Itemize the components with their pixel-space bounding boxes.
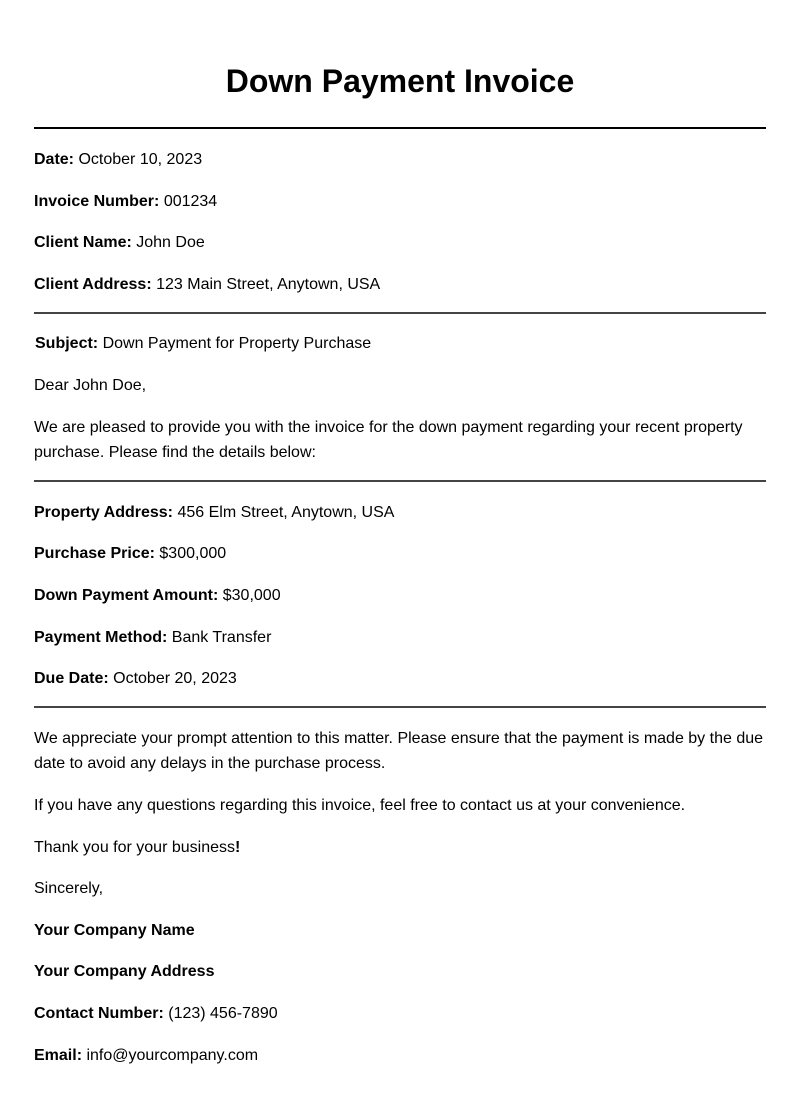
property-address-label: Property Address: — [34, 504, 173, 521]
payment-method-row — [34, 625, 766, 650]
email-label: Email: — [34, 1047, 83, 1064]
payment-method-label: Payment Method: — [34, 629, 168, 646]
purchase-price-value: $300,000 — [159, 545, 227, 562]
down-payment-label: Down Payment Amount: — [34, 587, 219, 604]
down-payment-row — [34, 583, 766, 608]
purchase-price-row — [34, 541, 766, 566]
client-address-row — [34, 272, 766, 297]
details-divider — [34, 706, 766, 708]
title-divider — [34, 127, 766, 129]
intro-paragraph: We are pleased to provide you with the invoice for the down payment regarding your recent property purchase. Please find the details below: — [34, 419, 743, 461]
invoice-number-row — [34, 189, 766, 214]
contact-number-row — [34, 1001, 766, 1026]
contact-number-value: (123) 456-7890 — [168, 1005, 278, 1022]
company-name: Your Company Name — [34, 922, 195, 939]
invoice-number-value: 001234 — [163, 193, 218, 210]
date-value: October 10, 2023 — [78, 151, 203, 168]
thanks-mark: ! — [235, 839, 241, 856]
property-address-value: 456 Elm Street, Anytown, USA — [177, 504, 395, 521]
client-name-label: Client Name: — [34, 234, 132, 251]
salutation: Dear John Doe, — [34, 377, 147, 394]
date-row — [34, 147, 766, 172]
contact-number-label: Contact Number: — [34, 1005, 164, 1022]
subject-row — [35, 331, 767, 356]
email-value: info@yourcompany.com — [86, 1047, 259, 1064]
page-title: Down Payment Invoice — [225, 63, 575, 99]
property-address-row — [34, 500, 766, 525]
date-label: Date: — [34, 151, 75, 168]
purchase-price-label: Purchase Price: — [34, 545, 155, 562]
subject-label: Subject: — [35, 335, 99, 352]
invoice-number-label: Invoice Number: — [34, 193, 160, 210]
client-name-row — [34, 230, 766, 255]
email-row — [34, 1043, 766, 1068]
intro-divider — [34, 480, 766, 482]
payment-method-value: Bank Transfer — [171, 629, 272, 646]
signoff: Sincerely, — [34, 880, 104, 897]
questions-paragraph: If you have any questions regarding this invoice, feel free to contact us at your convenience. — [34, 797, 686, 814]
company-address: Your Company Address — [34, 963, 215, 980]
client-address-value: 123 Main Street, Anytown, USA — [156, 276, 381, 293]
due-date-label: Due Date: — [34, 670, 109, 687]
due-date-value: October 20, 2023 — [113, 670, 237, 687]
thanks-line — [34, 835, 766, 860]
thanks-text: Thank you for your business — [34, 839, 235, 856]
client-address-label: Client Address: — [34, 276, 152, 293]
header-divider — [34, 312, 766, 314]
down-payment-value: $30,000 — [222, 587, 281, 604]
subject-value: Down Payment for Property Purchase — [102, 335, 372, 352]
appreciation-paragraph: We appreciate your prompt attention to this matter. Please ensure that the payment is made by the due date to avoid any delays in the purchase process. — [34, 730, 764, 772]
client-name-value: John Doe — [136, 234, 205, 251]
due-date-row — [34, 666, 766, 691]
